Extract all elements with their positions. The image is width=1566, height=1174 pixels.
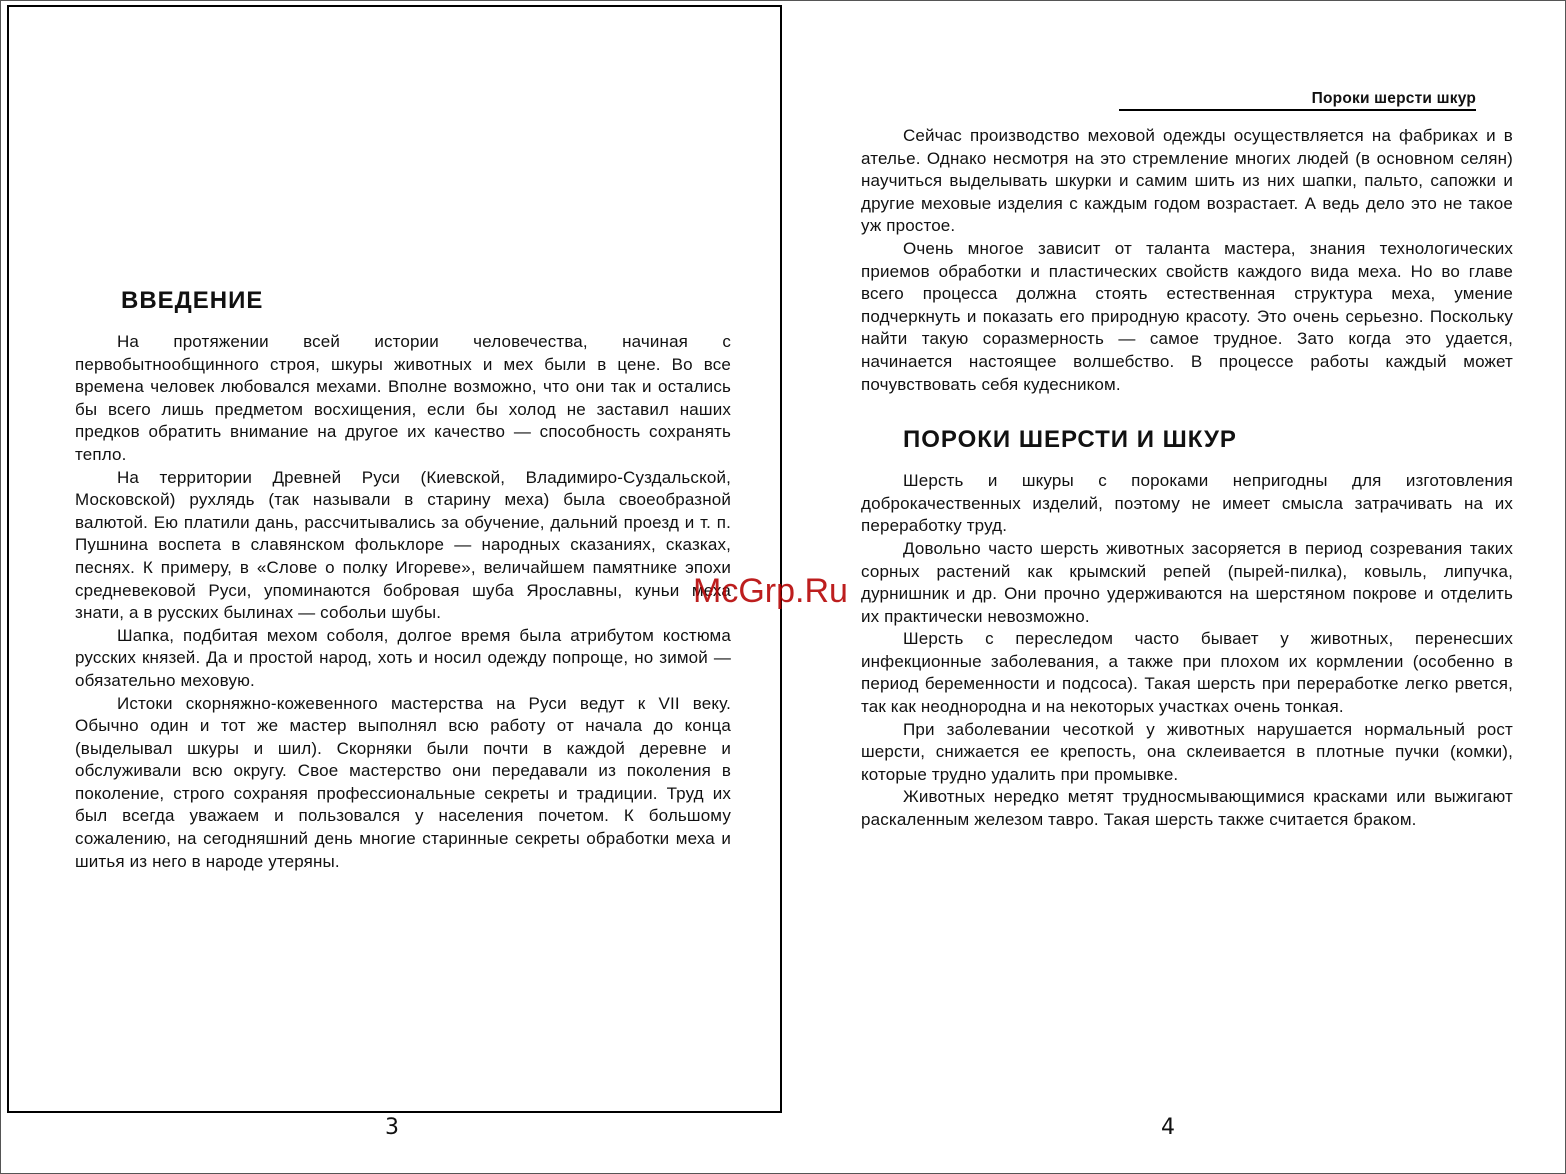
right-intro-paragraph-2: Очень многое зависит от таланта мастера, знания технологических приемов обработки и пластических свойств каждого вида меха. Но во главе всего процесса должна стоять естественная структура меха, умение подчеркнуть и показать его природную красоту. Это очень серьезно. Поскольку найти такую соразмерность — самое трудное. Зато когда это удается, начинается настоящее волшебство. В процессе работы каждый может почувствовать себя кудесником. — [861, 238, 1513, 394]
left-paragraph-2: На территории Древней Руси (Киевской, Владимиро-Суздальской, Московской) рухлядь (так называли в старину меха) была своеобразной валютой. Ею платили дань, рассчитывались за обучение, дальний проезд и т. п. Пушнина воспета в славянском фольклоре — народных сказаниях, сказках, песнях. К примеру, в «Слове о полку Игореве», величайшем памятнике эпохи средневековой Руси, упоминаются бобровая шуба Ярославны, куньи меха знати, а в русских былинах — собольи шубы. — [75, 467, 731, 623]
watermark-text: McGrp.Ru — [693, 572, 848, 610]
right-intro-paragraph-1: Сейчас производство меховой одежды осуществляется на фабриках и в ателье. Однако несмотря на это стремление многих людей (в основном селян) научиться выделывать шкурки и самим шить из них шапки, пальто, сапожки и другие меховые изделия с каждым годом возрастает. А ведь дело это не такое уж простое. — [861, 126, 1513, 236]
left-page-content — [75, 283, 731, 873]
introduction-title: ВВЕДЕНИЕ — [121, 287, 264, 314]
defects-section-title: ПОРОКИ ШЕРСТИ И ШКУР — [903, 426, 1237, 454]
left-paragraph-3: Шапка, подбитая мехом соболя, долгое время была атрибутом костюма русских князей. Да и простой народ, хоть и носил одежду попроще, но зимой — обязательно меховую. — [75, 625, 731, 690]
right-page-number: 4 — [1161, 1115, 1175, 1140]
left-page-number: 3 — [385, 1115, 399, 1140]
right-paragraph-5: Животных нередко метят трудносмывающимися красками или выжигают раскаленным железом тавро. Такая шерсть также считается браком. — [861, 787, 1513, 830]
running-head: Пороки шерсти шкур — [1119, 89, 1476, 111]
left-paragraph-1: На протяжении всей истории человечества, начиная с первобытнообщинного строя, шкуры животных и мех были в цене. Во все времена человек любовался мехами. Вполне возможно, что они так и остались бы всего лишь предметом восхищения, если бы холод не заставил наших предков обратить внимание на другое их качество — способность сохранять тепло. — [75, 332, 731, 464]
right-paragraph-4: При заболевании чесоткой у животных нарушается нормальный рост шерсти, снижается ее крепость, она склеивается в плотные пучки (комки), которые трудно удалить при промывке. — [861, 719, 1513, 784]
right-page-content — [861, 125, 1513, 832]
left-paragraph-4: Истоки скорняжно-кожевенного мастерства на Руси ведут к VII веку. Обычно один и тот же мастер выполнял всю работу от начала до конца (выделывал шкуры и шил). Скорняки были почти в каждой деревне и обслуживали всю округу. Свое мастерство они передавали из поколения в поколение, строго сохраняя профессиональные секреты и традиции. Труд их был всегда уважаем и пользовался у населения почетом. К большому сожалению, на сегодняшний день многие старинные секреты обработки меха и шитья из него в народе утеряны. — [75, 693, 731, 871]
right-paragraph-1: Шерсть и шкуры с пороками непригодны для изготовления доброкачественных изделий, поэтому не имеет смысла затрачивать на их переработку труд. — [861, 471, 1513, 536]
right-paragraph-2: Довольно часто шерсть животных засоряется в период созревания таких сорных растений как крымский репей (пырей-пилка), ковыль, липучка, дурнишник и др. Они прочно удерживаются на шерстяном покрове и отделить их практически невозможно. — [861, 538, 1513, 626]
right-paragraph-3: Шерсть с переследом часто бывает у животных, перенесших инфекционные заболевания, а также при плохом их кормлении (особенно в период беременности и подсоса). Такая шерсть при переработке легко рвется, так как неоднородна и на некоторых участках очень тонкая. — [861, 629, 1513, 717]
section-gap — [861, 396, 1513, 422]
left-page — [7, 5, 782, 1113]
